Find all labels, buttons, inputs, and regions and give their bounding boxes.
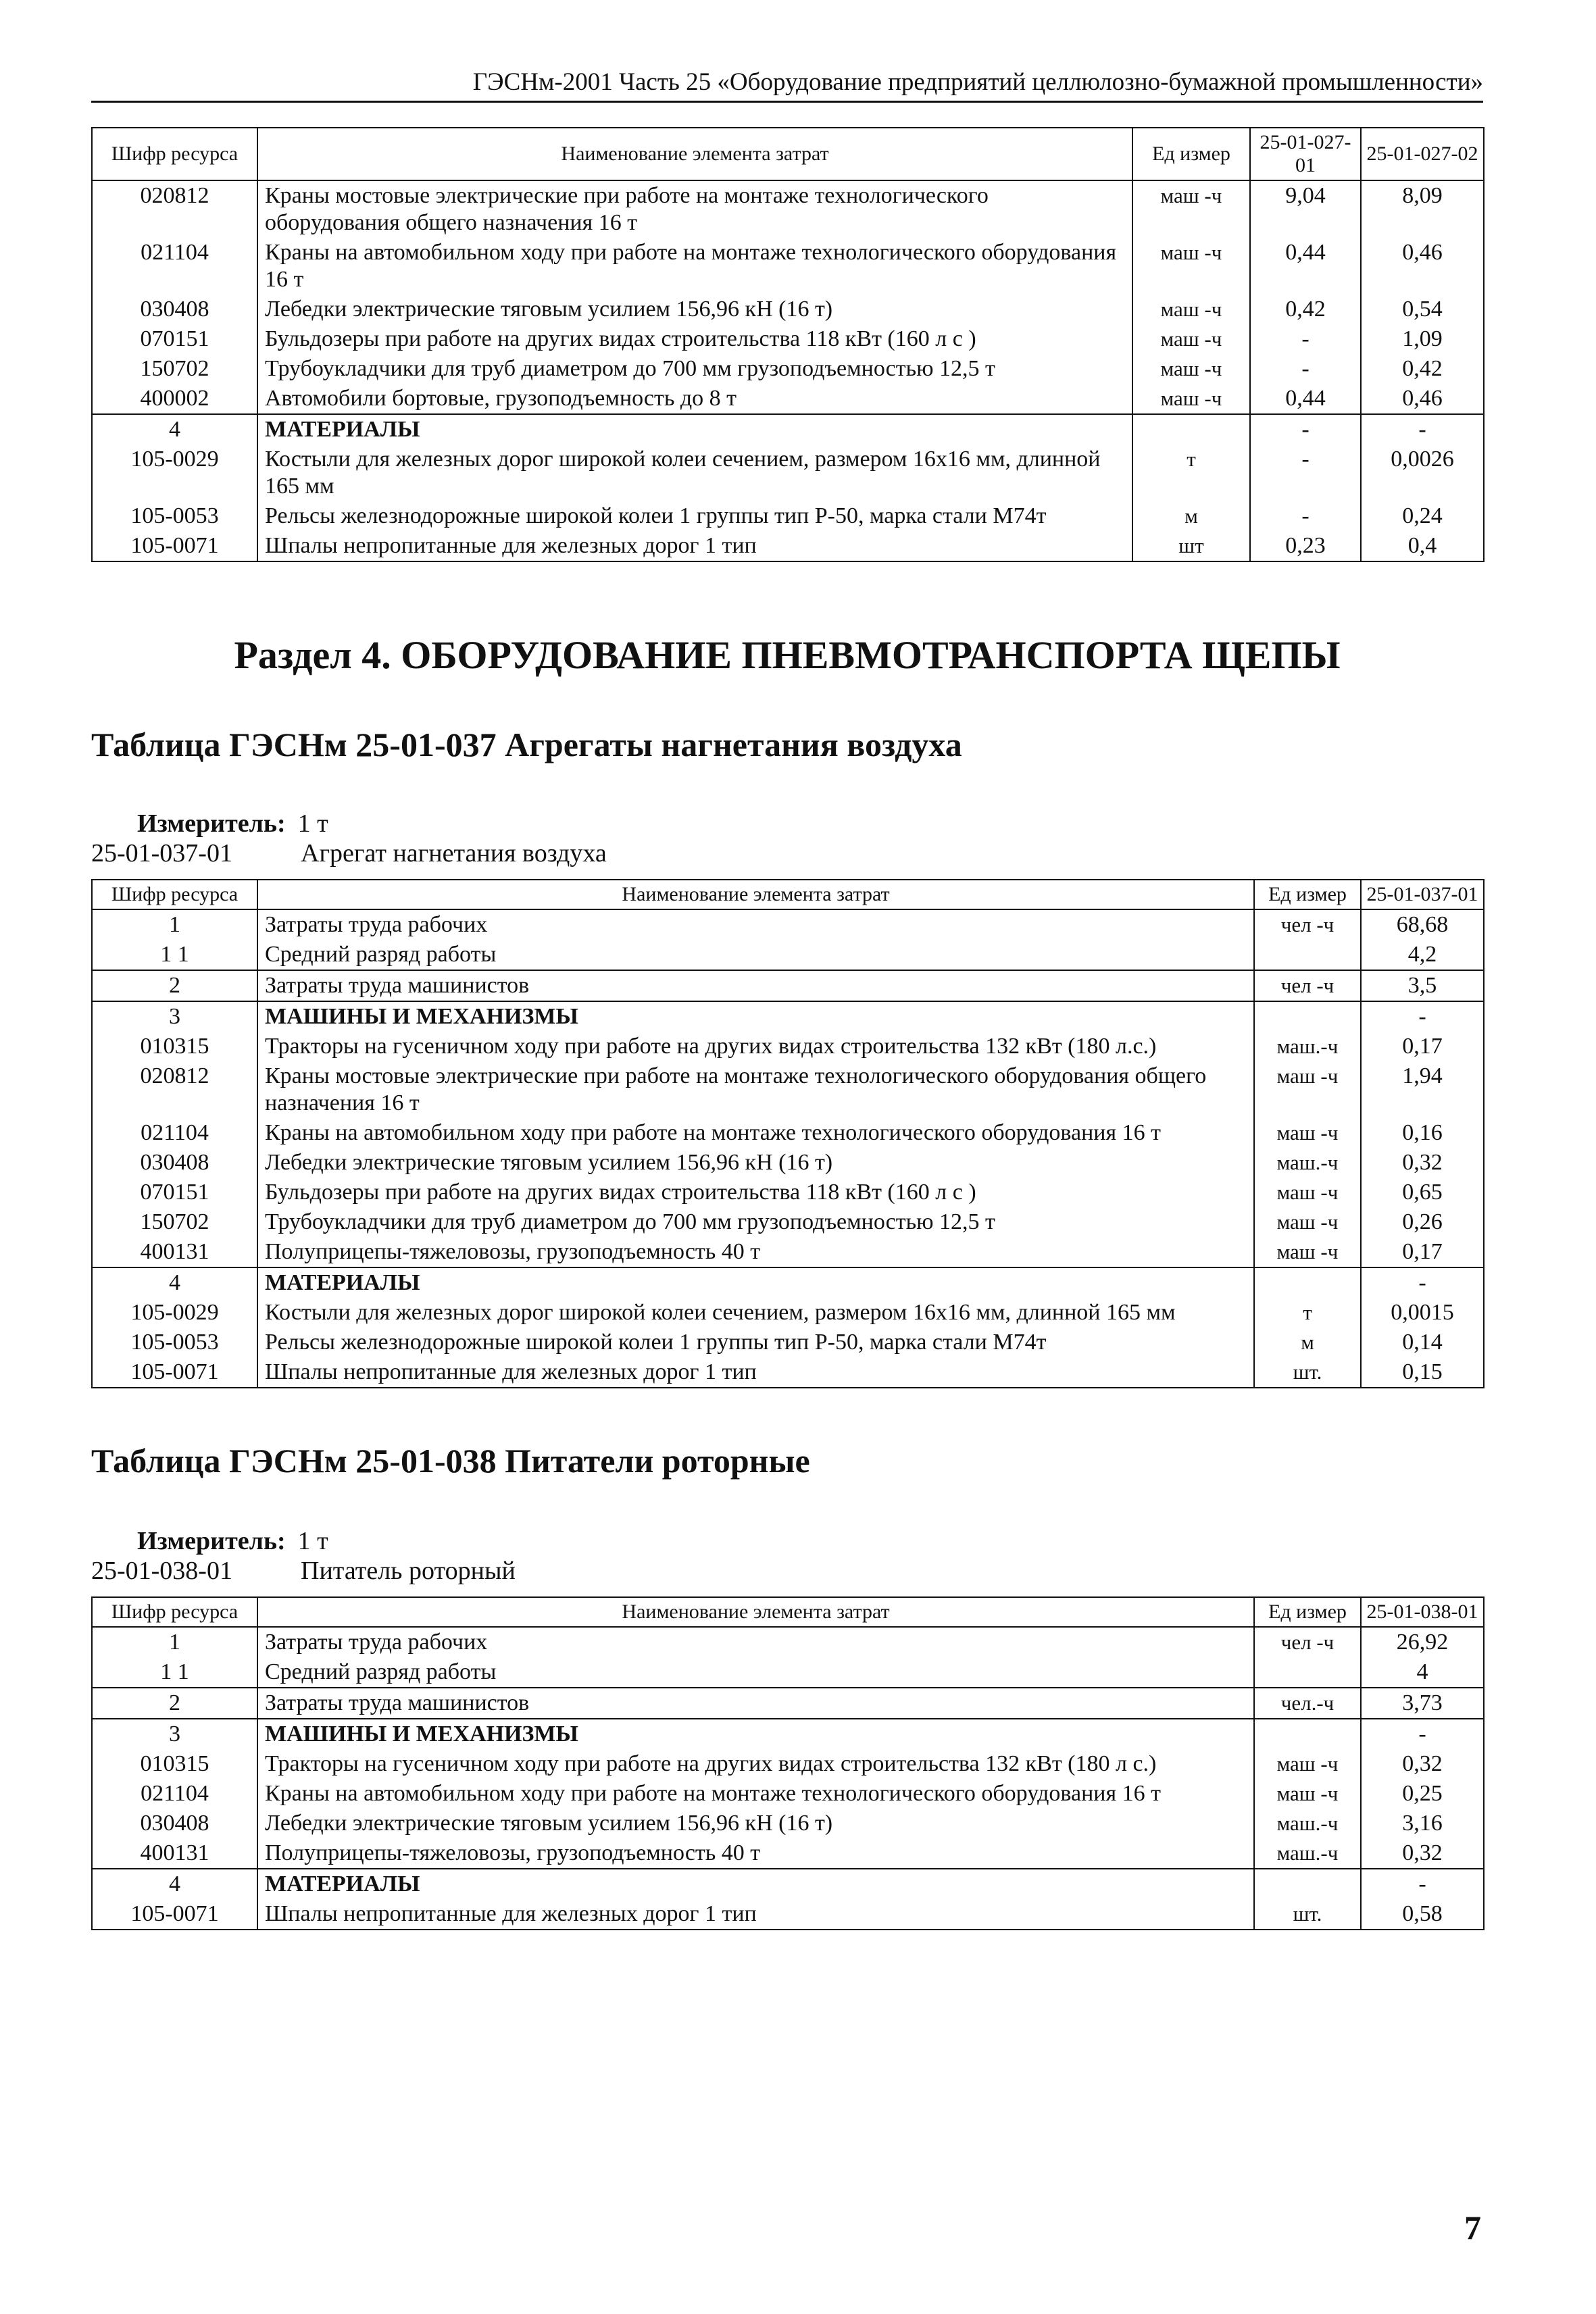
item-name: Питатель роторный bbox=[301, 1557, 516, 1585]
cost-element-cell: Краны мостовые электрические при работе на монтаже технологического оборудования общего назначения 16 т bbox=[257, 180, 1132, 238]
unit-cell bbox=[1254, 940, 1361, 970]
resource-code-cell: 010315 bbox=[92, 1749, 257, 1779]
resource-code-cell: 020812 bbox=[92, 1061, 257, 1118]
resource-code-cell: 1 1 bbox=[92, 940, 257, 970]
resource-table-038 bbox=[91, 1596, 1485, 1930]
norm-value-cell: 0,15 bbox=[1361, 1357, 1484, 1388]
item-name: Агрегат нагнетания воздуха bbox=[301, 839, 607, 867]
norm-value-cell: 0,17 bbox=[1361, 1032, 1484, 1061]
resource-code-cell: 400131 bbox=[92, 1838, 257, 1869]
table-header-row bbox=[92, 880, 1484, 909]
unit-cell: чел -ч bbox=[1254, 1627, 1361, 1657]
item-code: 25-01-037-01 bbox=[91, 839, 232, 867]
unit-cell: маш -ч bbox=[1254, 1779, 1361, 1809]
norm-value-cell: - bbox=[1361, 1001, 1484, 1032]
resource-code-cell: 105-0071 bbox=[92, 1899, 257, 1930]
meter-line-037 bbox=[91, 809, 1483, 838]
unit-cell: маш -ч bbox=[1254, 1118, 1361, 1148]
cost-element-cell: Лебедки электрические тяговым усилием 156,96 кН (16 т) bbox=[257, 1148, 1254, 1178]
table-row bbox=[92, 384, 1484, 414]
norm-value-cell: 0,0026 bbox=[1361, 445, 1484, 501]
norm-value-cell: - bbox=[1361, 1719, 1484, 1749]
unit-cell: маш.-ч bbox=[1254, 1809, 1361, 1838]
norm-value-cell: 0,23 bbox=[1250, 531, 1361, 561]
table-row bbox=[92, 180, 1484, 238]
cost-element-cell: Краны на автомобильном ходу при работе на монтаже технологического оборудования 16 т bbox=[257, 1118, 1254, 1148]
table-row bbox=[92, 1032, 1484, 1061]
table-row bbox=[92, 295, 1484, 324]
section-title: Раздел 4. ОБОРУДОВАНИЕ ПНЕВМОТРАНСПОРТА ЩЕПЫ bbox=[234, 633, 1341, 677]
resource-code-cell: 030408 bbox=[92, 1809, 257, 1838]
table-group-row bbox=[92, 414, 1484, 445]
norm-value-cell: - bbox=[1250, 501, 1361, 531]
meter-value: 1 т bbox=[297, 1527, 328, 1555]
resource-table-027 bbox=[91, 127, 1485, 562]
norm-value-cell: 0,46 bbox=[1361, 384, 1484, 414]
table-title-038: Таблица ГЭСНм 25-01-038 Питатели роторные bbox=[91, 1442, 810, 1480]
table-group-row bbox=[92, 1267, 1484, 1298]
norm-value-cell: 0,44 bbox=[1250, 384, 1361, 414]
norm-value-cell: - bbox=[1250, 324, 1361, 354]
cost-element-cell: Краны на автомобильном ходу при работе на монтаже технологического оборудования 16 т bbox=[257, 238, 1132, 295]
resource-code-cell: 1 bbox=[92, 1627, 257, 1657]
cost-element-cell: Рельсы железнодорожные широкой колеи 1 группы тип Р-50, марка стали М74т bbox=[257, 501, 1132, 531]
table-row bbox=[92, 1207, 1484, 1237]
table-row bbox=[92, 238, 1484, 295]
unit-cell: чел -ч bbox=[1254, 909, 1361, 940]
table-row bbox=[92, 1627, 1484, 1657]
resource-code-cell: 150702 bbox=[92, 1207, 257, 1237]
unit-cell: чел.-ч bbox=[1254, 1688, 1361, 1719]
resource-code-cell: 020812 bbox=[92, 180, 257, 238]
norm-value-cell: 9,04 bbox=[1250, 180, 1361, 238]
unit-cell: маш -ч bbox=[1254, 1749, 1361, 1779]
table-row bbox=[92, 501, 1484, 531]
unit-cell: маш.-ч bbox=[1254, 1838, 1361, 1869]
resource-code-cell: 400131 bbox=[92, 1237, 257, 1267]
cost-element-cell: Бульдозеры при работе на других видах строительства 118 кВт (160 л с ) bbox=[257, 324, 1132, 354]
table-group-row bbox=[92, 1869, 1484, 1899]
table-row bbox=[92, 1749, 1484, 1779]
cost-element-cell: Средний разряд работы bbox=[257, 940, 1254, 970]
resource-code-cell: 3 bbox=[92, 1719, 257, 1749]
cost-element-cell: Лебедки электрические тяговым усилием 156,96 кН (16 т) bbox=[257, 295, 1132, 324]
cost-element-cell: Затраты труда машинистов bbox=[257, 970, 1254, 1001]
norm-value-cell: 0,0015 bbox=[1361, 1298, 1484, 1328]
resource-code-cell: 010315 bbox=[92, 1032, 257, 1061]
table-row bbox=[92, 1809, 1484, 1838]
norm-value-cell: 0,65 bbox=[1361, 1178, 1484, 1207]
item-line-037 bbox=[91, 838, 1483, 868]
cost-element-cell: Автомобили бортовые, грузоподъемность до 8 т bbox=[257, 384, 1132, 414]
cost-element-cell: Шпалы непропитанные для железных дорог 1 тип bbox=[257, 531, 1132, 561]
table-row bbox=[92, 1779, 1484, 1809]
meter-label: Измеритель: bbox=[137, 809, 286, 838]
col-header-code: Шифр ресурса bbox=[92, 880, 257, 909]
table-row bbox=[92, 909, 1484, 940]
unit-cell: м bbox=[1132, 501, 1250, 531]
table-row bbox=[92, 1298, 1484, 1328]
table-row bbox=[92, 1148, 1484, 1178]
resource-code-cell: 4 bbox=[92, 1267, 257, 1298]
norm-value-cell: - bbox=[1250, 445, 1361, 501]
table-row bbox=[92, 1899, 1484, 1930]
norm-value-cell: 0,46 bbox=[1361, 238, 1484, 295]
unit-cell: т bbox=[1254, 1298, 1361, 1328]
resource-code-cell: 1 bbox=[92, 909, 257, 940]
norm-value-cell: 26,92 bbox=[1361, 1627, 1484, 1657]
resource-code-cell: 021104 bbox=[92, 1118, 257, 1148]
cost-element-cell: МАТЕРИАЛЫ bbox=[257, 1267, 1254, 1298]
unit-cell: маш -ч bbox=[1132, 324, 1250, 354]
resource-code-cell: 021104 bbox=[92, 1779, 257, 1809]
norm-value-cell: 68,68 bbox=[1361, 909, 1484, 940]
col-header-unit: Ед измер bbox=[1254, 1597, 1361, 1627]
document-page bbox=[91, 68, 1483, 1930]
unit-cell bbox=[1254, 1001, 1361, 1032]
norm-value-cell: 0,42 bbox=[1250, 295, 1361, 324]
unit-cell: маш -ч bbox=[1254, 1207, 1361, 1237]
col-header-name: Наименование элемента затрат bbox=[257, 128, 1132, 180]
resource-code-cell: 105-0071 bbox=[92, 1357, 257, 1388]
table-row bbox=[92, 940, 1484, 970]
norm-value-cell: 0,16 bbox=[1361, 1118, 1484, 1148]
table-row bbox=[92, 531, 1484, 561]
item-code: 25-01-038-01 bbox=[91, 1557, 232, 1585]
table-row bbox=[92, 1838, 1484, 1869]
table-group-row bbox=[92, 1001, 1484, 1032]
col-header-name: Наименование элемента затрат bbox=[257, 1597, 1254, 1627]
norm-value-cell: 0,24 bbox=[1361, 501, 1484, 531]
cost-element-cell: Бульдозеры при работе на других видах строительства 118 кВт (160 л с ) bbox=[257, 1178, 1254, 1207]
page-number: 7 bbox=[1464, 2209, 1481, 2246]
norm-value-cell: - bbox=[1361, 1869, 1484, 1899]
unit-cell: маш -ч bbox=[1132, 180, 1250, 238]
table-title-037: Таблица ГЭСНм 25-01-037 Агрегаты нагнетания воздуха bbox=[91, 726, 962, 763]
resource-code-cell: 4 bbox=[92, 1869, 257, 1899]
table-group-row bbox=[92, 1719, 1484, 1749]
table-row bbox=[92, 970, 1484, 1001]
col-header-code: Шифр ресурса bbox=[92, 128, 257, 180]
unit-cell: м bbox=[1254, 1328, 1361, 1357]
col-header-norm-1: 25-01-038-01 bbox=[1361, 1597, 1484, 1627]
norm-value-cell: 0,32 bbox=[1361, 1838, 1484, 1869]
col-header-norm-1: 25-01-027-01 bbox=[1250, 128, 1361, 180]
table-row bbox=[92, 1178, 1484, 1207]
table-row bbox=[92, 1688, 1484, 1719]
cost-element-cell: Костыли для железных дорог широкой колеи сечением, размером 16х16 мм, длинной 165 мм bbox=[257, 1298, 1254, 1328]
cost-element-cell: Средний разряд работы bbox=[257, 1657, 1254, 1688]
cost-element-cell: Шпалы непропитанные для железных дорог 1 тип bbox=[257, 1357, 1254, 1388]
norm-value-cell: 0,58 bbox=[1361, 1899, 1484, 1930]
norm-value-cell: 4 bbox=[1361, 1657, 1484, 1688]
cost-element-cell: МАТЕРИАЛЫ bbox=[257, 1869, 1254, 1899]
unit-cell bbox=[1254, 1267, 1361, 1298]
meter-line-038 bbox=[91, 1526, 1483, 1556]
meter-label: Измеритель: bbox=[137, 1527, 286, 1555]
cost-element-cell: Затраты труда рабочих bbox=[257, 909, 1254, 940]
norm-value-cell: 0,54 bbox=[1361, 295, 1484, 324]
norm-value-cell: 0,32 bbox=[1361, 1148, 1484, 1178]
table-body bbox=[92, 1627, 1484, 1930]
resource-code-cell: 2 bbox=[92, 970, 257, 1001]
resource-code-cell: 105-0029 bbox=[92, 1298, 257, 1328]
norm-value-cell: 0,14 bbox=[1361, 1328, 1484, 1357]
table-row bbox=[92, 354, 1484, 384]
resource-code-cell: 150702 bbox=[92, 354, 257, 384]
col-header-name: Наименование элемента затрат bbox=[257, 880, 1254, 909]
cost-element-cell: Трубоукладчики для труб диаметром до 700 мм грузоподъемностью 12,5 т bbox=[257, 354, 1132, 384]
unit-cell bbox=[1132, 414, 1250, 445]
resource-code-cell: 030408 bbox=[92, 295, 257, 324]
resource-code-cell: 070151 bbox=[92, 324, 257, 354]
table-header-row bbox=[92, 128, 1484, 180]
table-body bbox=[92, 180, 1484, 561]
resource-code-cell: 070151 bbox=[92, 1178, 257, 1207]
unit-cell: т bbox=[1132, 445, 1250, 501]
table-body bbox=[92, 909, 1484, 1388]
resource-code-cell: 3 bbox=[92, 1001, 257, 1032]
norm-value-cell: 4,2 bbox=[1361, 940, 1484, 970]
cost-element-cell: Тракторы на гусеничном ходу при работе на других видах строительства 132 кВт (180 л.с.) bbox=[257, 1032, 1254, 1061]
norm-value-cell: - bbox=[1250, 414, 1361, 445]
resource-code-cell: 030408 bbox=[92, 1148, 257, 1178]
unit-cell: шт bbox=[1132, 531, 1250, 561]
table-row bbox=[92, 1061, 1484, 1118]
col-header-unit: Ед измер bbox=[1132, 128, 1250, 180]
norm-value-cell: 3,73 bbox=[1361, 1688, 1484, 1719]
running-header: ГЭСНм-2001 Часть 25 «Оборудование предприятий целлюлозно-бумажной промышленности» bbox=[91, 68, 1483, 103]
cost-element-cell: Шпалы непропитанные для железных дорог 1 тип bbox=[257, 1899, 1254, 1930]
table-row bbox=[92, 1357, 1484, 1388]
unit-cell bbox=[1254, 1657, 1361, 1688]
col-header-code: Шифр ресурса bbox=[92, 1597, 257, 1627]
norm-value-cell: 8,09 bbox=[1361, 180, 1484, 238]
cost-element-cell: Лебедки электрические тяговым усилием 156,96 кН (16 т) bbox=[257, 1809, 1254, 1838]
cost-element-cell: Трубоукладчики для труб диаметром до 700 мм грузоподъемностью 12,5 т bbox=[257, 1207, 1254, 1237]
resource-table-037 bbox=[91, 879, 1485, 1388]
meter-value: 1 т bbox=[297, 809, 328, 838]
table-row bbox=[92, 324, 1484, 354]
cost-element-cell: Краны мостовые электрические при работе на монтаже технологического оборудования общего назначения 16 т bbox=[257, 1061, 1254, 1118]
norm-value-cell: - bbox=[1361, 1267, 1484, 1298]
norm-value-cell: 0,32 bbox=[1361, 1749, 1484, 1779]
unit-cell: маш -ч bbox=[1132, 354, 1250, 384]
cost-element-cell: Тракторы на гусеничном ходу при работе на других видах строительства 132 кВт (180 л с.) bbox=[257, 1749, 1254, 1779]
resource-code-cell: 021104 bbox=[92, 238, 257, 295]
table-row bbox=[92, 1328, 1484, 1357]
cost-element-cell: Затраты труда машинистов bbox=[257, 1688, 1254, 1719]
unit-cell: чел -ч bbox=[1254, 970, 1361, 1001]
table-row bbox=[92, 1237, 1484, 1267]
unit-cell: шт. bbox=[1254, 1899, 1361, 1930]
col-header-unit: Ед измер bbox=[1254, 880, 1361, 909]
table-row bbox=[92, 1118, 1484, 1148]
cost-element-cell: Краны на автомобильном ходу при работе на монтаже технологического оборудования 16 т bbox=[257, 1779, 1254, 1809]
col-header-norm-1: 25-01-037-01 bbox=[1361, 880, 1484, 909]
resource-code-cell: 105-0029 bbox=[92, 445, 257, 501]
resource-code-cell: 1 1 bbox=[92, 1657, 257, 1688]
norm-value-cell: 0,4 bbox=[1361, 531, 1484, 561]
resource-code-cell: 105-0071 bbox=[92, 531, 257, 561]
cost-element-cell: МАШИНЫ И МЕХАНИЗМЫ bbox=[257, 1001, 1254, 1032]
norm-value-cell: 0,44 bbox=[1250, 238, 1361, 295]
unit-cell bbox=[1254, 1869, 1361, 1899]
cost-element-cell: Костыли для железных дорог широкой колеи сечением, размером 16х16 мм, длинной 165 мм bbox=[257, 445, 1132, 501]
resource-code-cell: 105-0053 bbox=[92, 501, 257, 531]
table-row bbox=[92, 445, 1484, 501]
norm-value-cell: 0,25 bbox=[1361, 1779, 1484, 1809]
cost-element-cell: МАТЕРИАЛЫ bbox=[257, 414, 1132, 445]
cost-element-cell: Полуприцепы-тяжеловозы, грузоподъемность 40 т bbox=[257, 1838, 1254, 1869]
unit-cell: маш.-ч bbox=[1254, 1032, 1361, 1061]
norm-value-cell: 0,26 bbox=[1361, 1207, 1484, 1237]
cost-element-cell: МАШИНЫ И МЕХАНИЗМЫ bbox=[257, 1719, 1254, 1749]
unit-cell: маш -ч bbox=[1132, 384, 1250, 414]
norm-value-cell: 0,42 bbox=[1361, 354, 1484, 384]
cost-element-cell: Рельсы железнодорожные широкой колеи 1 группы тип Р-50, марка стали М74т bbox=[257, 1328, 1254, 1357]
unit-cell: маш -ч bbox=[1254, 1061, 1361, 1118]
unit-cell: маш -ч bbox=[1254, 1178, 1361, 1207]
cost-element-cell: Полуприцепы-тяжеловозы, грузоподъемность 40 т bbox=[257, 1237, 1254, 1267]
table-header-row bbox=[92, 1597, 1484, 1627]
norm-value-cell: 1,94 bbox=[1361, 1061, 1484, 1118]
unit-cell: шт. bbox=[1254, 1357, 1361, 1388]
unit-cell: маш -ч bbox=[1132, 238, 1250, 295]
norm-value-cell: 3,16 bbox=[1361, 1809, 1484, 1838]
item-line-038 bbox=[91, 1556, 1483, 1586]
unit-cell: маш -ч bbox=[1254, 1237, 1361, 1267]
resource-code-cell: 2 bbox=[92, 1688, 257, 1719]
norm-value-cell: 1,09 bbox=[1361, 324, 1484, 354]
col-header-norm-2: 25-01-027-02 bbox=[1361, 128, 1484, 180]
resource-code-cell: 4 bbox=[92, 414, 257, 445]
norm-value-cell: 3,5 bbox=[1361, 970, 1484, 1001]
unit-cell bbox=[1254, 1719, 1361, 1749]
unit-cell: маш -ч bbox=[1132, 295, 1250, 324]
unit-cell: маш.-ч bbox=[1254, 1148, 1361, 1178]
norm-value-cell: - bbox=[1250, 354, 1361, 384]
resource-code-cell: 400002 bbox=[92, 384, 257, 414]
table-row bbox=[92, 1657, 1484, 1688]
resource-code-cell: 105-0053 bbox=[92, 1328, 257, 1357]
cost-element-cell: Затраты труда рабочих bbox=[257, 1627, 1254, 1657]
norm-value-cell: 0,17 bbox=[1361, 1237, 1484, 1267]
norm-value-cell: - bbox=[1361, 414, 1484, 445]
